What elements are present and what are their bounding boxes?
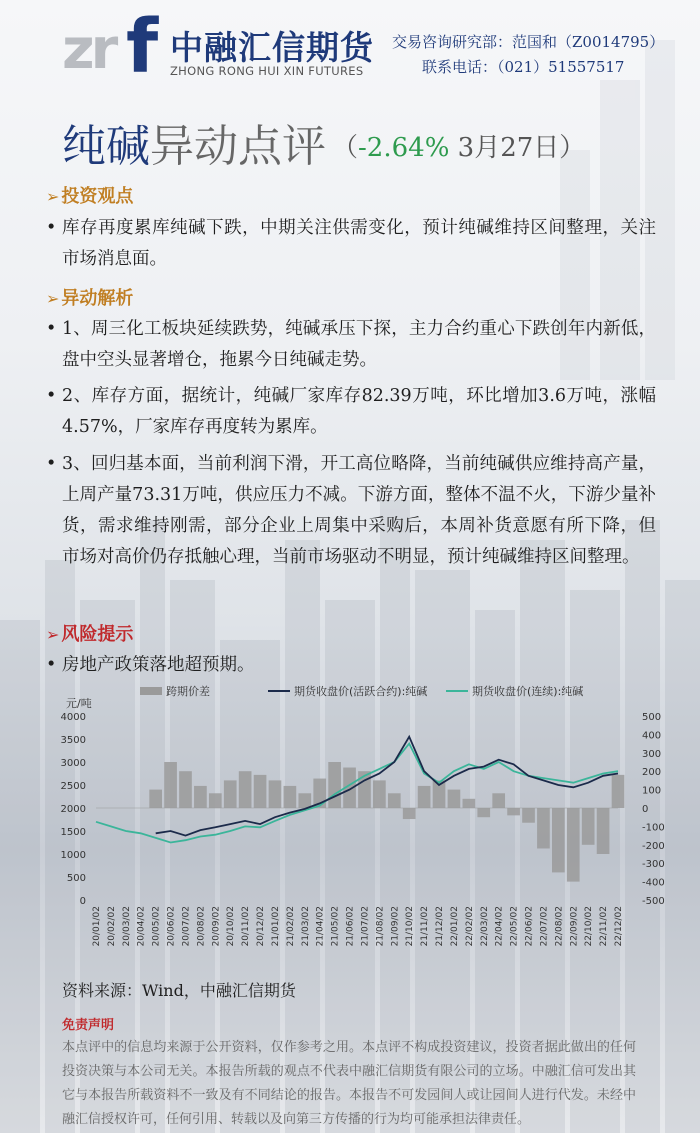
list-item	[46, 449, 656, 573]
x-tick-label: 20/04/02	[136, 906, 147, 947]
spread-bar	[612, 775, 625, 808]
x-tick-label: 22/02/02	[464, 906, 475, 947]
x-tick-label: 21/02/02	[285, 906, 296, 947]
x-tick-label: 22/12/02	[614, 906, 624, 947]
x-tick-label: 22/04/02	[494, 906, 505, 947]
y-tick-left: 3000	[60, 758, 86, 769]
x-tick-label: 21/10/02	[405, 906, 416, 947]
x-tick-label: 22/06/02	[524, 906, 535, 947]
bullet-dot: •	[46, 218, 57, 238]
y-tick-left: 2500	[60, 781, 86, 792]
x-tick-label: 21/11/02	[420, 906, 431, 947]
disclaimer-title: 免责声明	[62, 1018, 115, 1033]
data-source: 资料来源：Wind，中融汇信期货	[62, 981, 296, 1000]
price-chart	[58, 680, 665, 960]
legend-label: 跨期价差	[166, 685, 210, 698]
x-tick-label: 22/03/02	[479, 906, 490, 947]
list-item	[46, 381, 656, 443]
y-tick-left: 1500	[60, 827, 86, 838]
heading-risk	[46, 620, 133, 646]
y-tick-right: 100	[642, 785, 662, 797]
spread-bar	[298, 793, 311, 808]
spread-bar	[373, 780, 386, 808]
spread-bar	[269, 780, 282, 808]
x-tick-label: 21/06/02	[345, 906, 356, 947]
x-tick-label: 21/04/02	[315, 906, 326, 947]
logo-mark-f: f	[126, 4, 159, 90]
spread-bar	[448, 790, 461, 808]
heading-text: 投资观点	[61, 186, 134, 207]
arrow-icon: ➢	[46, 625, 60, 644]
x-tick-label: 20/07/02	[181, 906, 192, 947]
legend-swatch-spread	[140, 687, 162, 695]
y-tick-right: 0	[642, 804, 649, 815]
contact-info	[392, 30, 664, 80]
x-tick-label: 20/03/02	[121, 906, 132, 947]
arrow-icon: ➢	[46, 289, 60, 308]
spread-bar	[328, 762, 341, 808]
bullet-dot: •	[46, 454, 57, 474]
spread-bar	[403, 808, 416, 819]
spread-bar	[388, 793, 401, 808]
contact-analyst: 交易咨询研究部：范国和（Z0014795）	[392, 33, 665, 51]
y-tick-left: 3500	[60, 735, 86, 746]
x-tick-label: 20/11/02	[241, 906, 252, 947]
x-tick-label: 21/05/02	[330, 906, 341, 947]
company-logo	[62, 4, 382, 90]
x-tick-label: 20/06/02	[166, 906, 177, 947]
spread-bar	[194, 786, 207, 808]
x-tick-label: 22/07/02	[539, 906, 550, 947]
disclaimer-text: 本点评中的信息均来源于公开资料，仅作参考之用。本点评不构成投资建议，投资者据此做出的任何投资决策与本公司无关。本报告所载的观点不代表中融汇信期货有限公司的立场。中融汇信可发出其它与本报告所载资料不一致及有不同结论的报告。本报告不可发园间人或让园间人进行代发。未经中融汇信授权许可，任何引用、转载以及向第三方传播的行为均可能承担法律责任。	[62, 1040, 636, 1127]
y-tick-right: 200	[642, 767, 662, 779]
y-tick-left: 4000	[60, 712, 86, 723]
y-axis-unit: 元/吨	[66, 697, 92, 710]
bullet-dot: •	[46, 386, 57, 406]
x-tick-label: 21/01/02	[270, 906, 281, 947]
x-tick-label: 20/09/02	[211, 906, 222, 947]
x-tick-label: 21/12/02	[435, 906, 446, 947]
y-tick-right: 300	[642, 748, 662, 760]
logo-english-name: ZHONG RONG HUI XIN FUTURES	[170, 64, 364, 78]
title-date: 3月27日）	[449, 133, 586, 163]
x-tick-label: 20/08/02	[196, 906, 207, 947]
x-tick-label: 22/05/02	[509, 906, 520, 947]
legend-label: 期货收盘价(活跃合约):纯碱	[294, 685, 428, 698]
y-tick-right: -400	[642, 877, 665, 889]
spread-bar	[507, 808, 520, 815]
logo-chinese-name: 中融汇信期货	[170, 28, 374, 67]
spread-bar	[522, 808, 535, 823]
y-tick-right: -100	[642, 822, 665, 834]
spread-bar	[492, 793, 505, 808]
y-tick-left: 2000	[60, 804, 86, 815]
spread-bar	[164, 762, 177, 808]
spread-bar	[597, 808, 610, 854]
spread-bar	[418, 786, 431, 808]
x-tick-label: 22/11/02	[599, 906, 610, 947]
bullet-text: 房地产政策落地超预期。	[62, 655, 255, 675]
spread-bar	[537, 808, 550, 848]
y-tick-right: -200	[642, 840, 665, 852]
spread-bar	[582, 808, 595, 845]
title-paren: （	[332, 133, 359, 163]
title-change: -2.64%	[358, 133, 450, 163]
x-tick-label: 21/07/02	[360, 906, 371, 947]
spread-bar	[224, 780, 237, 808]
spread-bar	[149, 790, 162, 808]
y-tick-right: 500	[642, 712, 662, 723]
legend-label: 期货收盘价(连续):纯碱	[472, 685, 584, 698]
bullet-text: 3、回归基本面，当前利润下滑，开工高位略降，当前纯碱供应维持高产量，上周产量73.31万吨，供应压力不减。下游方面，整体不温不火，下游少量补货，需求维持刚需，部分企业上周集中采购后，本周补货意愿有所下降，但市场对高价仍存抵触心理，当前市场驱动不明显，预计纯碱维持区间整理。	[62, 454, 656, 567]
title-product: 纯碱	[62, 121, 150, 172]
heading-analysis	[46, 284, 133, 310]
spread-bar	[239, 771, 252, 808]
spread-bar	[284, 786, 297, 808]
arrow-icon: ➢	[46, 187, 60, 206]
x-tick-label: 21/09/02	[390, 906, 401, 947]
bullet-dot: •	[46, 655, 57, 675]
y-tick-left: 0	[79, 896, 86, 907]
spread-bar	[552, 808, 565, 872]
y-tick-right: 400	[642, 730, 662, 742]
x-tick-label: 22/08/02	[554, 906, 565, 947]
spread-bar	[179, 771, 192, 808]
spread-bar	[209, 793, 222, 808]
spread-bar	[567, 808, 580, 882]
y-tick-right: -300	[642, 859, 665, 871]
x-tick-label: 20/10/02	[226, 906, 237, 947]
bullet-text: 库存再度累库纯碱下跌，中期关注供需变化，预计纯碱维持区间整理，关注市场消息面。	[62, 218, 656, 269]
list-item	[46, 650, 656, 681]
list-item	[46, 213, 656, 275]
spread-bar	[254, 775, 267, 808]
heading-text: 异动解析	[61, 288, 134, 309]
x-tick-label: 20/05/02	[151, 906, 162, 947]
list-item	[46, 314, 656, 376]
x-tick-label: 21/03/02	[300, 906, 311, 947]
y-tick-left: 1000	[60, 850, 86, 861]
heading-investment-view	[46, 182, 133, 208]
x-tick-label: 20/02/02	[106, 906, 117, 947]
x-tick-label: 21/08/02	[375, 906, 386, 947]
bullet-text: 1、周三化工板块延续跌势，纯碱承压下探，主力合约重心下跌创年内新低，盘中空头显著增仓，拖累今日纯碱走势。	[62, 319, 656, 370]
spread-bar	[477, 808, 490, 817]
spread-bar	[463, 799, 476, 808]
contact-phone: 联系电话：（021）51557517	[422, 58, 625, 76]
bullet-text: 2、库存方面，据统计，纯碱厂家库存82.39万吨，环比增加3.6万吨，涨幅4.57%，厂家库存再度转为累库。	[62, 386, 656, 437]
logo-mark: zr	[62, 17, 115, 82]
x-tick-label: 20/01/02	[92, 906, 102, 947]
x-tick-label: 22/01/02	[449, 906, 460, 947]
y-tick-right: -500	[642, 896, 665, 907]
title-topic: 异动点评	[150, 121, 326, 172]
x-tick-label: 22/10/02	[584, 906, 595, 947]
heading-text: 风险提示	[61, 624, 134, 645]
page-title	[62, 110, 585, 174]
x-tick-label: 20/12/02	[256, 906, 267, 947]
bullet-dot: •	[46, 319, 57, 339]
y-tick-left: 500	[66, 873, 86, 884]
x-tick-label: 22/09/02	[569, 906, 580, 947]
